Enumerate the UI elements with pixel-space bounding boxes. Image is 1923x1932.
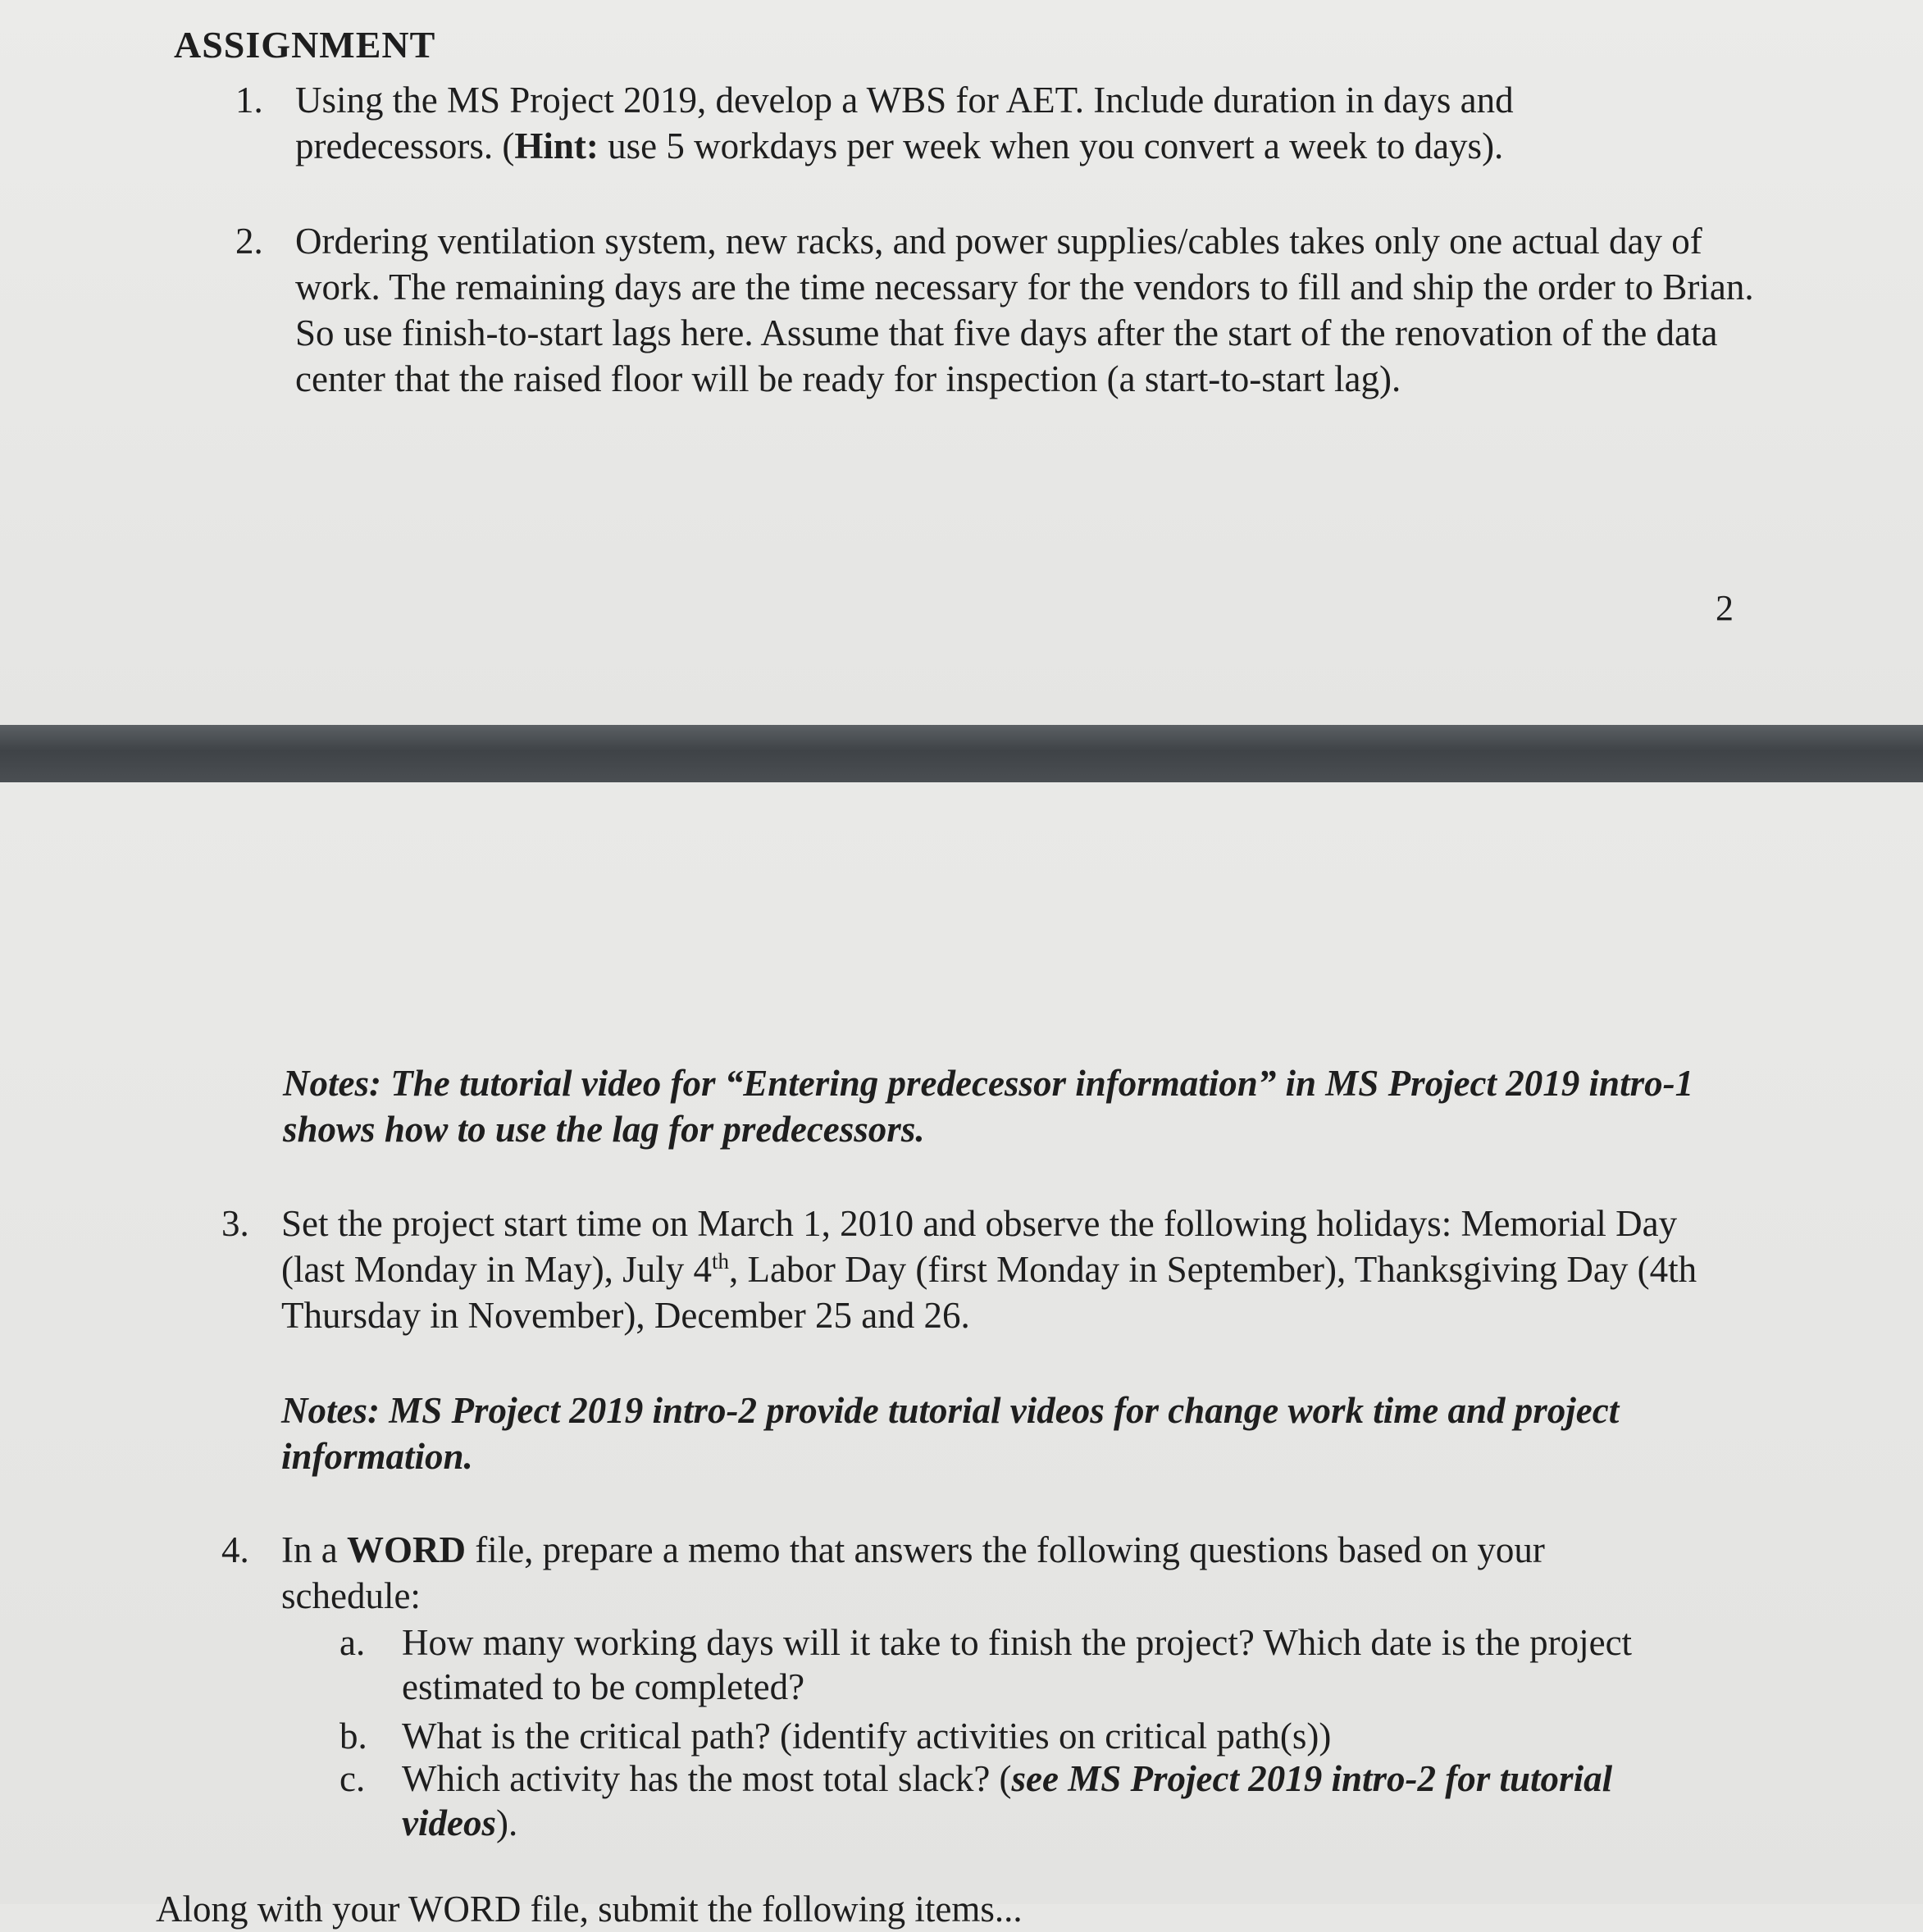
sub-letter: c.: [339, 1758, 366, 1799]
list-item-text: In a WORD file, prepare a memo that answers the following questions based on your schedule:: [281, 1529, 1545, 1616]
word-label: WORD: [346, 1529, 466, 1570]
tutorial-reference: see MS Project 2019 intro-2 for tutorial videos: [402, 1758, 1613, 1843]
sub-item-text: What is the critical path? (identify activities on critical path(s)): [402, 1716, 1332, 1757]
hint-label: Hint:: [514, 125, 599, 166]
sub-item-text: How many working days will it take to finish the project? Which date is the project estimated to be completed?: [402, 1622, 1633, 1707]
note-work-time-tutorial: Notes: MS Project 2019 intro-2 provide tutorial videos for change work time and project information.: [281, 1390, 1620, 1477]
list-item-text: Set the project start time on March 1, 2010 and observe the following holidays: Memorial Day (last Monday in May), July 4th, Labor Day (first Monday in September), Thanksgiving Day (4th Thursday in November), December 25 and 26.: [281, 1203, 1697, 1336]
cut-off-line: Along with your WORD file, submit the following items...: [156, 1889, 1023, 1930]
list-number: 4.: [221, 1529, 249, 1570]
page-number: 2: [1716, 588, 1734, 628]
list-number: 2.: [235, 221, 263, 262]
list-number: 3.: [221, 1203, 249, 1244]
page-divider: [0, 725, 1923, 782]
sub-item-text: Which activity has the most total slack? (see MS Project 2019 intro-2 for tutorial videos).: [402, 1758, 1613, 1843]
list-number: 1.: [235, 80, 263, 121]
sub-letter: a.: [339, 1622, 366, 1663]
list-item-text: Using the MS Project 2019, develop a WBS for AET. Include duration in days and predecessors. (Hint: use 5 workdays per week when you convert a week to days).: [295, 80, 1514, 166]
list-item-text: Ordering ventilation system, new racks, and power supplies/cables takes only one actual day of work. The remaining days are the time necessary for the vendors to fill and ship the order to Brian. So use finish-to-start lags here. Assume that five days after the start of the renovation of the data center that the raised floor will be ready for inspection (a start-to-start lag).: [295, 221, 1754, 399]
note-predecessor-tutorial: Notes: The tutorial video for “Entering predecessor information” in MS Project 2019 intro-1 shows how to use the lag for predecessors.: [283, 1063, 1694, 1150]
assignment-heading: ASSIGNMENT: [174, 24, 436, 66]
sub-letter: b.: [339, 1716, 367, 1757]
